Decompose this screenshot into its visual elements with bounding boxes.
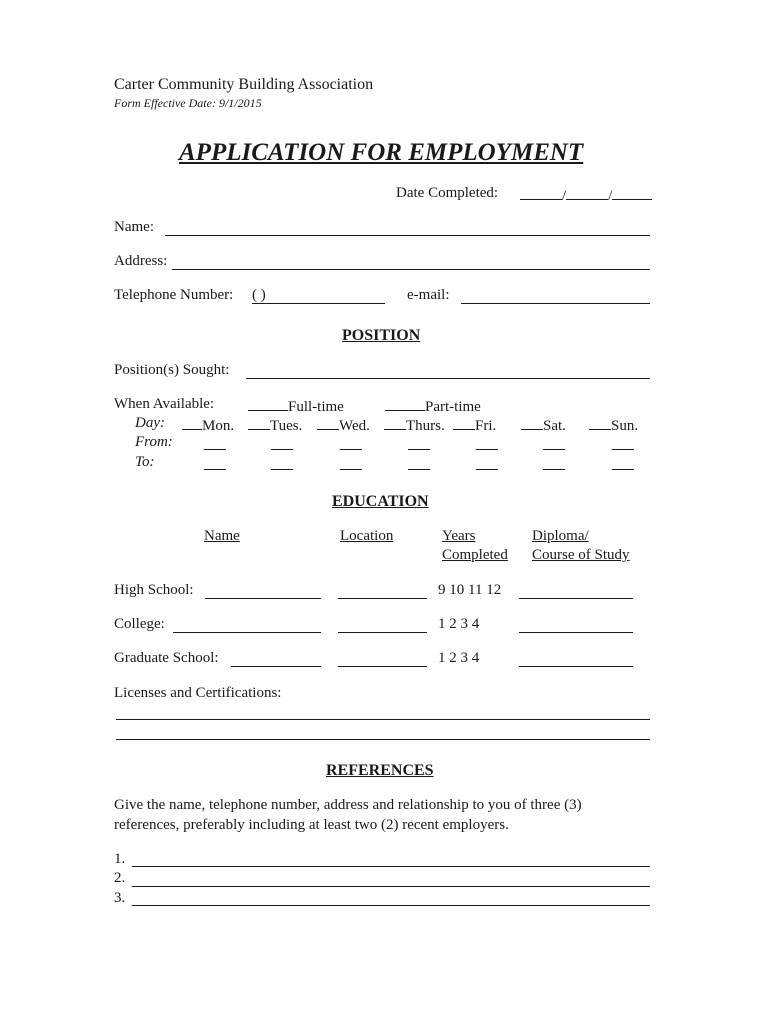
reference-2-number: 2. — [114, 870, 126, 886]
college-location-field[interactable] — [338, 632, 427, 633]
full-time-label: Full-time — [288, 399, 344, 415]
to-saturday-field[interactable] — [543, 469, 565, 470]
positions-sought-label: Position(s) Sought: — [114, 362, 230, 378]
reference-1-field[interactable] — [132, 866, 650, 867]
day-friday-label: Fri. — [475, 418, 497, 434]
day-monday-label: Mon. — [202, 418, 235, 434]
telephone-field[interactable] — [252, 303, 385, 304]
day-monday[interactable] — [182, 415, 234, 435]
to-sunday-field[interactable] — [612, 469, 634, 470]
college-diploma-field[interactable] — [519, 632, 633, 633]
high-school-location-field[interactable] — [338, 598, 427, 599]
from-label: From: — [135, 434, 173, 450]
from-saturday-field[interactable] — [543, 449, 565, 450]
day-saturday-label: Sat. — [543, 418, 566, 434]
education-col-diploma: Diploma/ — [532, 528, 589, 544]
to-monday-field[interactable] — [204, 469, 226, 470]
day-sunday[interactable] — [589, 415, 638, 435]
from-monday-field[interactable] — [204, 449, 226, 450]
email-field[interactable] — [461, 303, 650, 304]
day-sunday-label: Sun. — [611, 418, 639, 434]
graduate-school-name-field[interactable] — [231, 666, 321, 667]
position-heading: POSITION — [342, 327, 421, 344]
to-tuesday-field[interactable] — [271, 469, 293, 470]
reference-2-field[interactable] — [132, 886, 650, 887]
high-school-name-field[interactable] — [205, 598, 321, 599]
education-heading: EDUCATION — [332, 493, 429, 510]
from-tuesday-field[interactable] — [271, 449, 293, 450]
high-school-label: High School: — [114, 582, 194, 598]
graduate-school-years[interactable]: 1 2 3 4 — [438, 650, 480, 666]
licenses-field-line-2[interactable] — [116, 739, 650, 740]
part-time-label: Part-time — [425, 399, 481, 415]
licenses-label: Licenses and Certifications: — [114, 685, 282, 701]
from-sunday-field[interactable] — [612, 449, 634, 450]
graduate-school-diploma-field[interactable] — [519, 666, 633, 667]
to-label: To: — [135, 454, 155, 470]
name-field[interactable] — [165, 235, 650, 236]
college-years[interactable]: 1 2 3 4 — [438, 616, 480, 632]
education-col-course: Course of Study — [532, 547, 630, 563]
to-wednesday-field[interactable] — [340, 469, 362, 470]
part-time-option[interactable] — [385, 396, 481, 416]
when-available-label: When Available: — [114, 396, 215, 412]
to-thursday-field[interactable] — [408, 469, 430, 470]
high-school-diploma-field[interactable] — [519, 598, 633, 599]
form-effective-date: Form Effective Date: 9/1/2015 — [114, 96, 262, 110]
education-col-location: Location — [340, 528, 394, 544]
name-label: Name: — [114, 219, 154, 235]
references-instructions-line-2: references, preferably including at least two (2) recent employers. — [114, 817, 509, 833]
education-col-years: Years — [442, 528, 476, 544]
day-tuesday-label: Tues. — [270, 418, 303, 434]
graduate-school-label: Graduate School: — [114, 650, 219, 666]
day-label: Day: — [135, 415, 165, 431]
references-heading: REFERENCES — [326, 762, 434, 779]
reference-1-number: 1. — [114, 851, 126, 867]
day-wednesday-label: Wed. — [339, 418, 370, 434]
to-friday-field[interactable] — [476, 469, 498, 470]
address-field[interactable] — [172, 269, 650, 270]
reference-3-field[interactable] — [132, 905, 650, 906]
organization-name: Carter Community Building Association — [114, 76, 374, 93]
graduate-school-location-field[interactable] — [338, 666, 427, 667]
day-saturday[interactable] — [521, 415, 566, 435]
from-thursday-field[interactable] — [408, 449, 430, 450]
day-tuesday[interactable] — [248, 415, 302, 435]
from-wednesday-field[interactable] — [340, 449, 362, 450]
positions-sought-field[interactable] — [246, 378, 650, 379]
form-title: APPLICATION FOR EMPLOYMENT — [179, 139, 584, 166]
day-thursday-label: Thurs. — [406, 418, 445, 434]
reference-3-number: 3. — [114, 890, 126, 906]
high-school-years[interactable]: 9 10 11 12 — [438, 582, 502, 598]
licenses-field-line-1[interactable] — [116, 719, 650, 720]
day-wednesday[interactable] — [317, 415, 370, 435]
day-friday[interactable] — [453, 415, 496, 435]
address-label: Address: — [114, 253, 168, 269]
college-name-field[interactable] — [173, 632, 321, 633]
day-thursday[interactable] — [384, 415, 445, 435]
date-completed-field[interactable]: / / — [520, 185, 652, 205]
from-friday-field[interactable] — [476, 449, 498, 450]
telephone-label: Telephone Number: — [114, 287, 234, 303]
date-completed-label: Date Completed: — [396, 185, 499, 201]
telephone-area-code: ( ) — [252, 287, 266, 303]
college-label: College: — [114, 616, 165, 632]
references-instructions-line-1: Give the name, telephone number, address and relationship to you of three (3) — [114, 797, 582, 813]
email-label: e-mail: — [407, 287, 450, 303]
education-col-completed: Completed — [442, 547, 508, 563]
full-time-option[interactable] — [248, 396, 344, 416]
education-col-name: Name — [204, 528, 240, 544]
